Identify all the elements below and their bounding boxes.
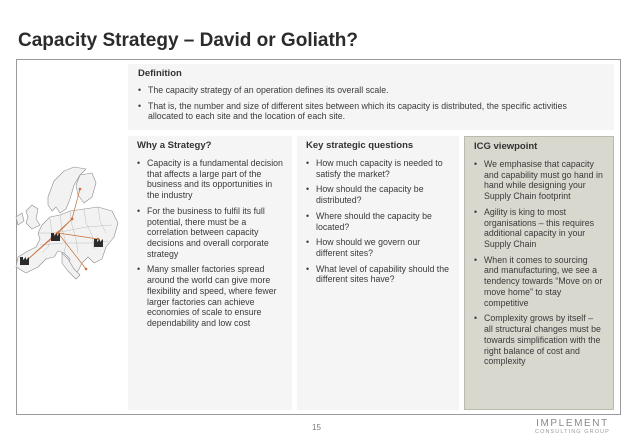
europe-landmass — [16, 167, 118, 279]
icg-viewpoint-list — [474, 159, 604, 367]
list-item: • Agility is king to most organisations – this requires additional capacity in your Supply Chain — [474, 207, 604, 250]
logo-name: IMPLEMENT — [536, 418, 609, 429]
list-item: • For the business to fulfil its full potential, there must be a correlation between capacity decisions and overall corporate strategy — [137, 206, 283, 260]
logo-subtitle: CONSULTING GROUP — [535, 429, 610, 435]
list-item: • Where should the capacity be located? — [306, 211, 450, 232]
list-item: • How much capacity is needed to satisfy the market? — [306, 158, 450, 179]
europe-map-illustration — [8, 163, 120, 288]
icg-viewpoint-heading: ICG viewpoint — [474, 141, 538, 152]
key-questions-list — [306, 158, 450, 285]
page-number: 15 — [312, 423, 321, 432]
ireland-shape — [16, 213, 24, 225]
list-item: • Complexity grows by itself – all structural changes must be towards simplification with the right balance of cost and complexity — [474, 313, 604, 367]
list-item: • How should we govern our different sites? — [306, 237, 450, 258]
list-item: • Capacity is a fundamental decision that affects a large part of the business and its opportunities in the industry — [137, 158, 283, 201]
definition-box — [128, 64, 614, 130]
list-item: • The capacity strategy of an operation defines its overall scale. — [138, 85, 604, 96]
why-strategy-list — [137, 158, 283, 329]
key-questions-heading: Key strategic questions — [306, 140, 414, 151]
uk-shape — [26, 205, 40, 229]
list-item: • How should the capacity be distributed? — [306, 184, 450, 205]
list-item: • What level of capability should the different sites have? — [306, 264, 450, 285]
implement-logo — [535, 418, 610, 435]
list-item: • Many smaller factories spread around the world can give more flexibility and speed, where fewer larger factories can achieve economies of scale to ensure dependability and low cost — [137, 264, 283, 328]
icg-viewpoint-column — [464, 136, 614, 410]
key-questions-column — [297, 136, 459, 410]
list-item: • When it comes to sourcing and manufacturing, we see a tendency towards “Move on or move home” to stay competitive — [474, 255, 604, 309]
why-strategy-column — [128, 136, 292, 410]
finland-shape — [76, 173, 96, 203]
definition-heading: Definition — [138, 68, 182, 79]
list-item: • We emphasise that capacity and capability must go hand in hand while designing your Supply Chain footprint — [474, 159, 604, 202]
definition-list — [138, 85, 604, 122]
why-strategy-heading: Why a Strategy? — [137, 140, 212, 151]
list-item: • That is, the number and size of different sites between which its capacity is distributed, the specific activities allocated to each site and the location of each site. — [138, 101, 604, 122]
slide-title: Capacity Strategy – David or Goliath? — [18, 30, 358, 51]
